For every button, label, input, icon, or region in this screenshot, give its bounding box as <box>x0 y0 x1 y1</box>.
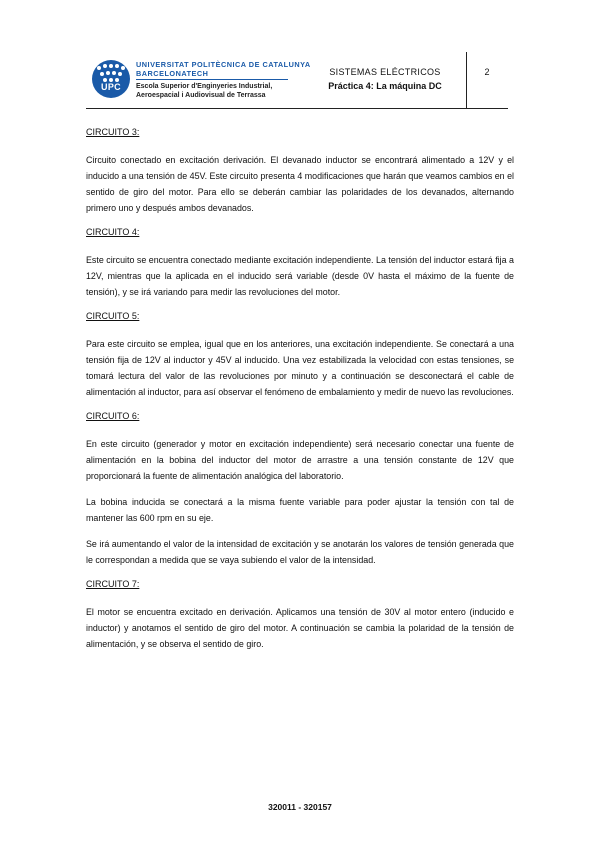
upc-logo <box>92 58 311 104</box>
section-circuito-5 <box>86 310 514 400</box>
section-paragraph: En este circuito (generador y motor en excitación independiente) será necesario conectar una fuente de alimentación en la bobina del inductor del motor de arrastre a una tensión constante de 12V que proporcionará la fuente de alimentación analógica del laboratorio. <box>86 439 514 481</box>
university-subtitle: BARCELONATECH <box>136 69 209 78</box>
section-paragraph: El motor se encuentra excitado en derivación. Aplicamos una tensión de 30V al motor entero (inducido e inductor) y anotamos el sentido de giro del motor. A continuación se cambia la polaridad de la tensión de alimentación, y se observa el sentido de giro. <box>86 607 514 649</box>
section-paragraph: Este circuito se encuentra conectado mediante excitación independiente. La tensión del inductor estará fija a 12V, mientras que la aplicada en el inducido será variable (desde 0V hasta el máximo de la fuente de tensión), y se irá variando para medir las revoluciones del motor. <box>86 255 514 297</box>
section-heading: CIRCUITO 6: <box>86 411 140 421</box>
logo-initials: UPC <box>101 82 121 92</box>
section-heading: CIRCUITO 5: <box>86 311 140 321</box>
logo-rule <box>136 79 288 80</box>
document-body <box>86 126 514 662</box>
section-paragraph: Se irá aumentando el valor de la intensidad de excitación y se anotarán los valores de tensión generada que le correspondan a medida que se vaya subiendo el valor de la intensidad. <box>86 539 514 565</box>
section-heading: CIRCUITO 3: <box>86 127 140 137</box>
subject-title: SISTEMAS ELÉCTRICOS <box>329 67 441 77</box>
section-paragraph: Para este circuito se emplea, igual que en los anteriores, una excitación independiente. Se conectará a una tensión fija de 12V al inductor y 45V al inducido. Una vez estabilizada la velocidad con estas tensiones, se tomará lectura del valor de las revoluciones por minuto y a continuación se desconectará el cable de alimentación al inductor, para así observar el fenómeno de embalamiento y medir de nuevo las revoluciones. <box>86 339 514 397</box>
section-circuito-4 <box>86 226 514 300</box>
section-circuito-6 <box>86 410 514 568</box>
section-paragraph: La bobina inducida se conectará a la misma fuente variable para poder ajustar la tensión con tal de mantener las 600 rpm en su eje. <box>86 497 514 523</box>
header-divider <box>466 52 467 108</box>
page-number: 2 <box>484 67 490 77</box>
logo-dots <box>97 64 125 82</box>
section-circuito-3 <box>86 126 514 216</box>
school-name-line1: Escola Superior d'Enginyeries Industrial, <box>136 83 273 90</box>
section-paragraph: Circuito conectado en excitación derivación. El devanado inductor se encontrará alimentado a 12V y el inducido a una tensión de 45V. Este circuito presenta 4 modificaciones que harán que veamos cambios en el sentido de giro del motor. Para ello se deberán cambiar las polaridades de los devanados, alternando primero uno y después ambos devanados. <box>86 155 514 213</box>
section-circuito-7 <box>86 578 514 652</box>
header-rule <box>86 108 508 109</box>
practice-title: Práctica 4: La máquina DC <box>328 81 442 91</box>
page-footer: 320011 - 320157 <box>268 802 332 812</box>
upc-logo-icon <box>92 60 130 98</box>
university-name: UNIVERSITAT POLITÈCNICA DE CATALUNYA <box>136 60 311 69</box>
school-name-line2: Aeroespacial i Audiovisual de Terrassa <box>136 92 266 99</box>
section-heading: CIRCUITO 7: <box>86 579 140 589</box>
section-heading: CIRCUITO 4: <box>86 227 140 237</box>
